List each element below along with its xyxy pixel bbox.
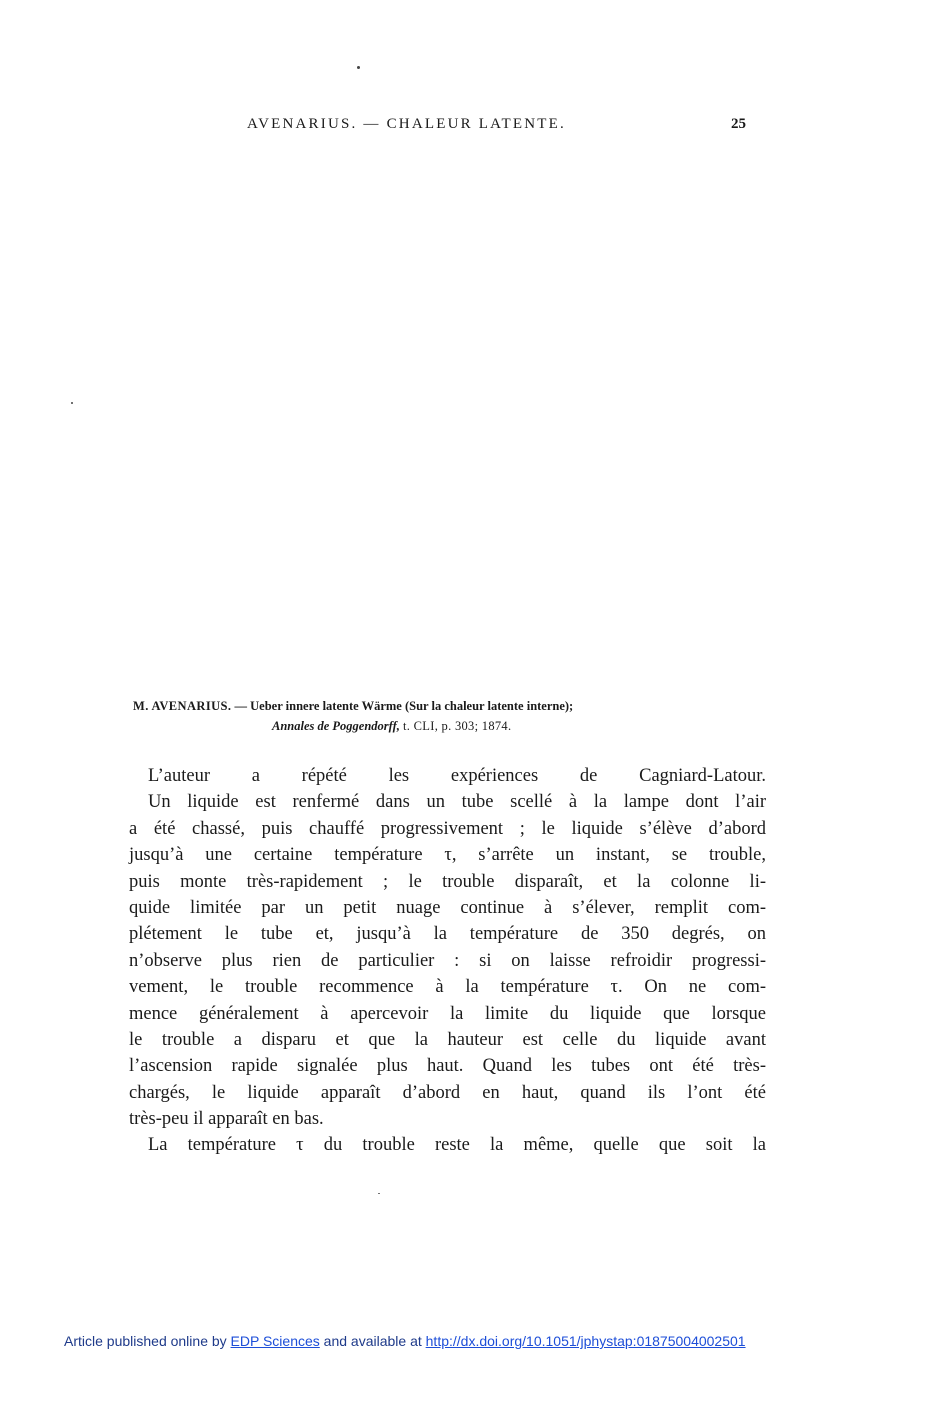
scan-speck (71, 402, 73, 404)
body-line: n’observe plus rien de particulier : si on laisse refroidir progressi- (129, 950, 766, 971)
body-line: quide limitée par un petit nuage continue à s’élever, remplit com- (129, 897, 766, 918)
body-line: La température τ du trouble reste la même, quelle que soit la (148, 1135, 766, 1156)
citation-line-1 (133, 696, 573, 716)
body-line: jusqu’à une certaine température τ, s’arrête un instant, se trouble, (129, 845, 766, 866)
citation-line-2 (272, 716, 511, 736)
page-number: 25 (731, 116, 746, 132)
scan-speck (357, 66, 360, 69)
body-line: l’ascension rapide signalée plus haut. Quand les tubes ont été très- (129, 1056, 766, 1077)
citation-journal: Annales de Poggendorff, (272, 719, 400, 733)
publisher-link[interactable]: EDP Sciences (230, 1333, 320, 1349)
body-line: très-peu il apparaît en bas. (129, 1109, 324, 1130)
publication-footer (64, 1333, 746, 1349)
body-line: chargés, le liquide apparaît d’abord en haut, quand ils l’ont été (129, 1082, 766, 1103)
citation-author: M. AVENARIUS. (133, 699, 232, 713)
body-line: plétement le tube et, jusqu’à la température de 350 degrés, on (129, 924, 766, 945)
body-line: L’auteur a répété les expériences de Cagniard-Latour. (148, 766, 766, 786)
body-line: mence généralement à apercevoir la limite du liquide que lorsque (129, 1003, 766, 1024)
body-line: puis monte très-rapidement ; le trouble disparaît, et la colonne li- (129, 871, 766, 892)
body-line: vement, le trouble recommence à la température τ. On ne com- (129, 977, 766, 998)
running-header (0, 116, 930, 138)
citation-reference: t. CLI, p. 303; 1874. (403, 719, 512, 733)
scan-speck (378, 1193, 380, 1194)
doi-link[interactable]: http://dx.doi.org/10.1051/jphystap:01875004002501 (425, 1333, 746, 1349)
body-line: le trouble a disparu et que la hauteur est celle du liquide avant (129, 1029, 766, 1050)
footer-middle: and available at (323, 1333, 422, 1349)
citation-title: — Ueber innere latente Wärme (Sur la chaleur latente interne); (234, 699, 574, 713)
footer-prefix: Article published online by (64, 1333, 227, 1349)
article-body (129, 763, 766, 1159)
body-line: Un liquide est renfermé dans un tube scellé à la lampe dont l’air (148, 792, 766, 813)
running-title: AVENARIUS. — CHALEUR LATENTE. (247, 116, 566, 132)
body-line: a été chassé, puis chauffé progressivement ; le liquide s’élève d’abord (129, 818, 766, 839)
